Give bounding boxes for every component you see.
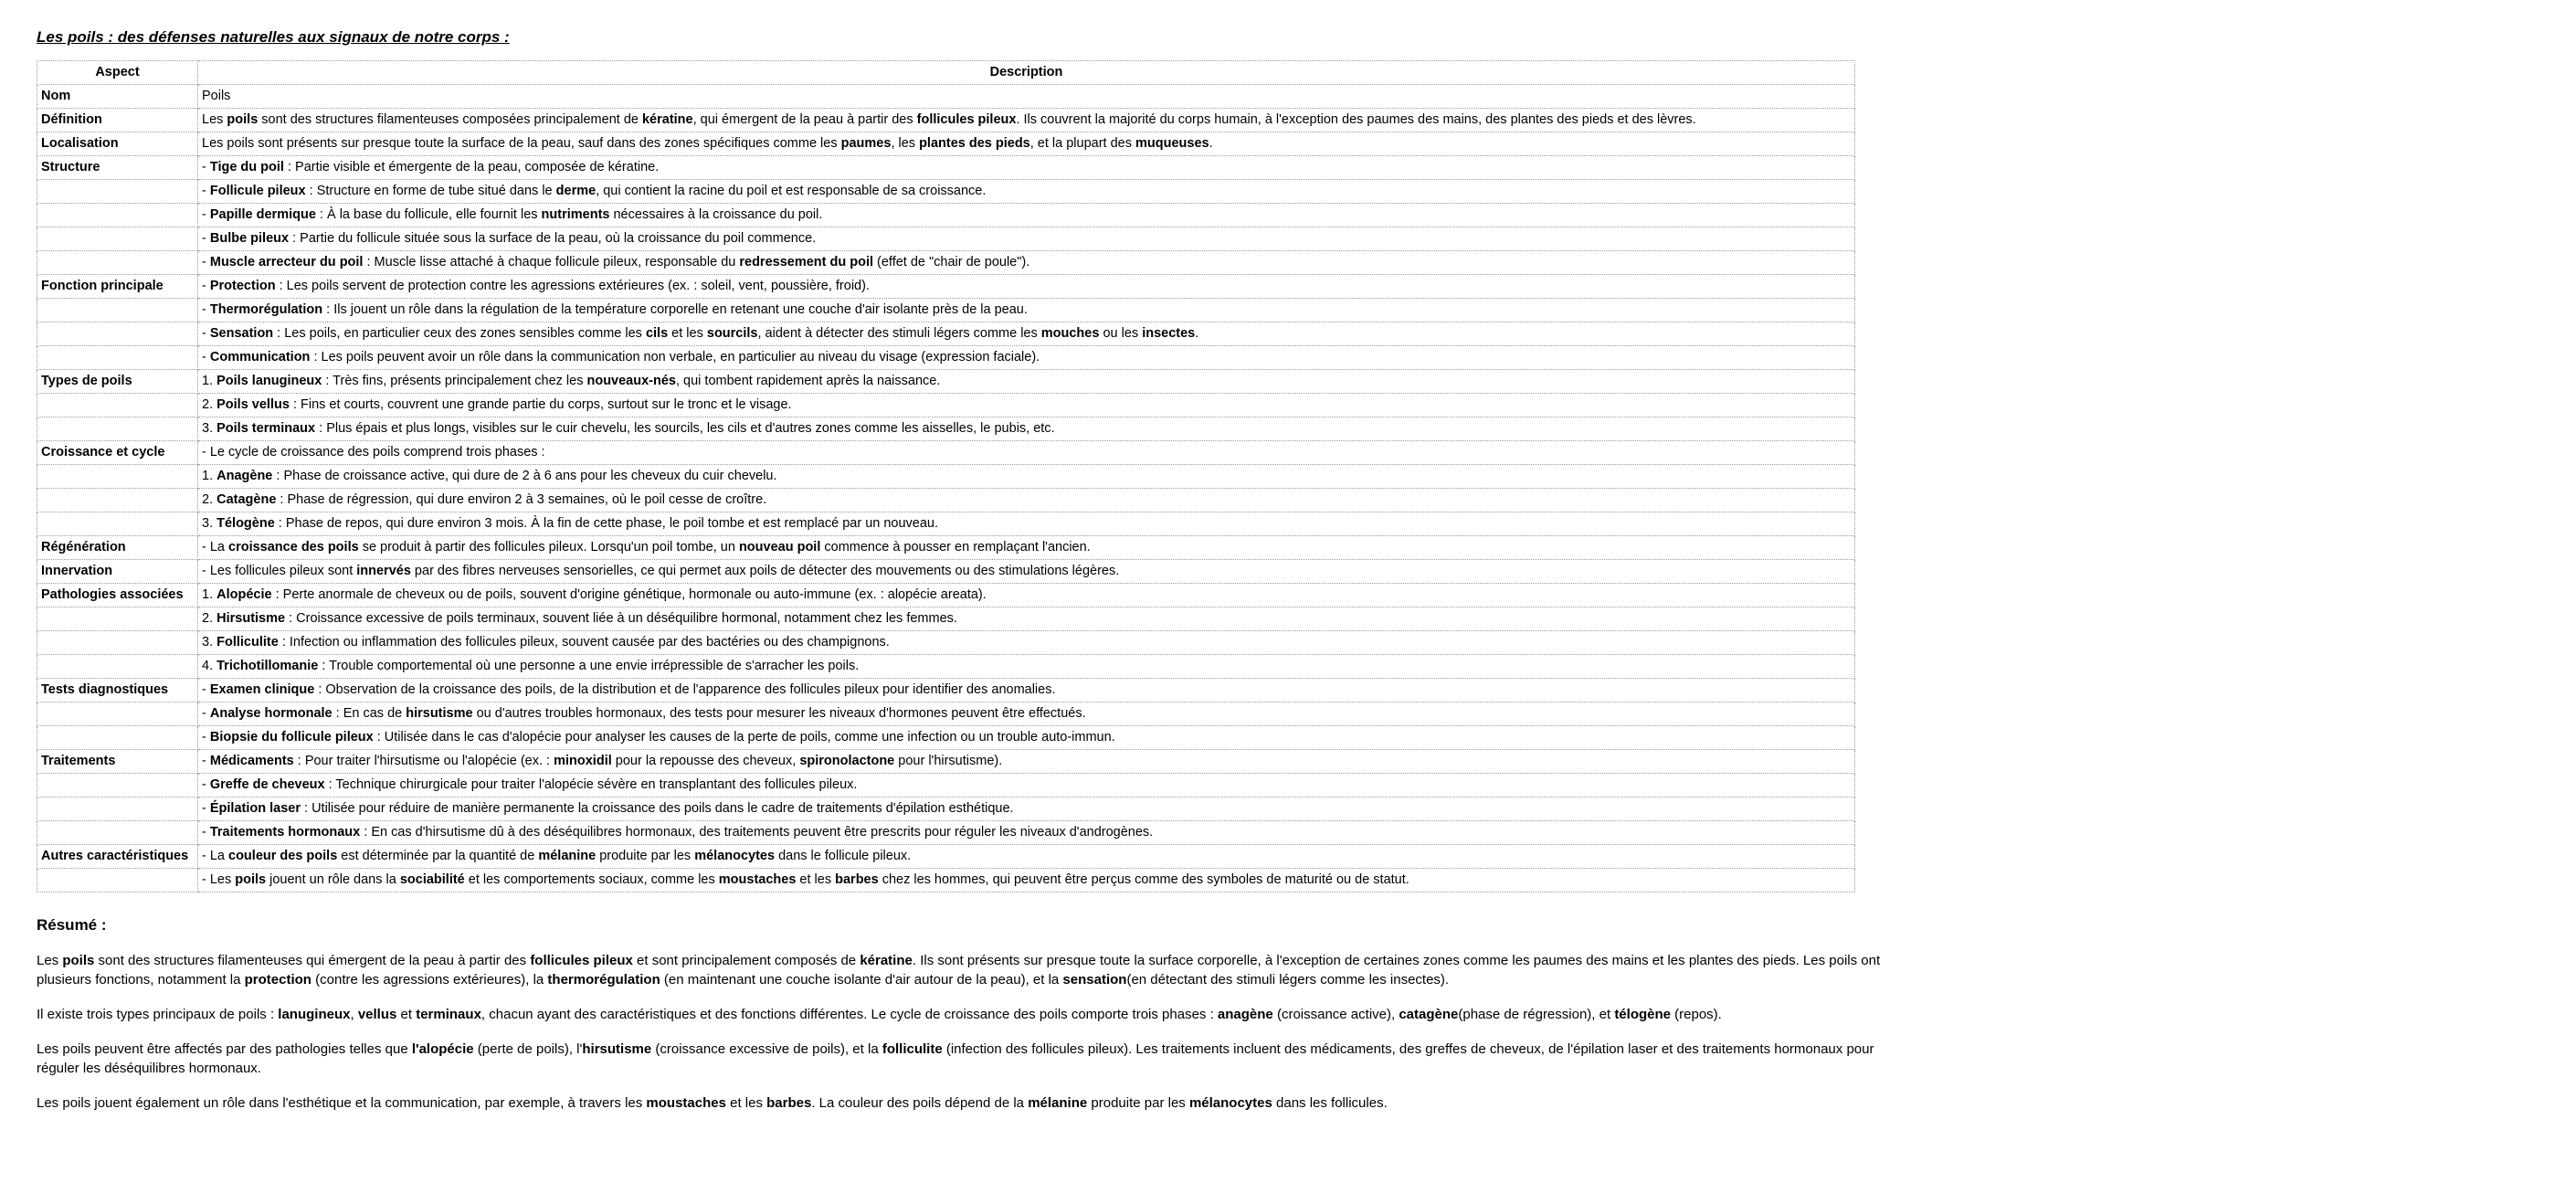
description-cell (198, 180, 1855, 204)
text-run: : Utilisée dans le cas d'alopécie pour analyser les causes de la perte de poils, comme une infection ou un trouble auto-immun. (373, 730, 1115, 745)
text-run: - (202, 326, 210, 341)
bold-term: Poils terminaux (216, 421, 316, 436)
text-run: : Utilisée pour réduire de manière permanente la croissance des poils dans le cadre de traitements d'épilation esthétique. (300, 801, 1014, 816)
text-run: (en détectant des stimuli légers comme les insectes). (1126, 972, 1450, 987)
description-cell (198, 655, 1855, 679)
description-cell (198, 85, 1855, 109)
text-run: - (202, 279, 210, 293)
table-row (37, 132, 1855, 156)
text-run: , (350, 1007, 358, 1022)
aspect-cell: Structure (37, 156, 198, 180)
description-cell (198, 821, 1855, 845)
text-run: 2. (202, 397, 217, 412)
bold-term: Muscle arrecteur du poil (209, 255, 364, 269)
text-run: et (396, 1007, 417, 1022)
aspect-cell (37, 251, 198, 275)
text-run: - Les follicules pileux sont (202, 564, 357, 578)
bold-term: derme (555, 184, 596, 198)
bold-term: Greffe de cheveux (209, 777, 325, 792)
aspect-cell (37, 631, 198, 655)
bold-term: Bulbe pileux (209, 231, 290, 246)
bold-term: nouveau poil (738, 540, 821, 554)
text-run: - (202, 255, 210, 269)
table-row (37, 370, 1855, 394)
text-run: , les (891, 136, 920, 151)
table-row (37, 156, 1855, 180)
bold-term: sourcils (706, 326, 758, 341)
text-run: 1. (202, 587, 217, 602)
aspect-cell (37, 821, 198, 845)
table-row (37, 536, 1855, 560)
description-cell (198, 584, 1855, 607)
text-run: : À la base du follicule, elle fournit les (315, 207, 542, 222)
bold-term: nouveaux-nés (586, 374, 676, 388)
description-cell (198, 512, 1855, 536)
table-row (37, 85, 1855, 109)
summary-paragraph (37, 1040, 1909, 1078)
description-cell (198, 227, 1855, 251)
bold-term: anagène (1217, 1007, 1273, 1022)
aspect-cell: Tests diagnostiques (37, 679, 198, 702)
text-run: 1. (202, 469, 217, 483)
text-run: : Croissance excessive de poils terminaux, souvent liée à un déséquilibre hormonal, notamment chez les femmes. (285, 611, 957, 626)
bold-term: Thermorégulation (209, 302, 323, 317)
aspect-cell: Nom (37, 85, 198, 109)
aspect-cell (37, 465, 198, 489)
text-run: et les (668, 326, 707, 341)
bold-term: mélanine (1028, 1095, 1088, 1111)
text-run: , qui émergent de la peau à partir des (692, 112, 917, 127)
text-run: : Observation de la croissance des poils, de la distribution et de l'apparence des follicules pileux pour identifier des anomalies. (314, 682, 1056, 697)
aspect-cell (37, 394, 198, 417)
text-run: et les (796, 872, 836, 887)
text-run: . La couleur des poils dépend de la (811, 1095, 1029, 1111)
description-cell (198, 489, 1855, 512)
text-run: - (202, 777, 210, 792)
description-cell (198, 441, 1855, 465)
text-run: : Infection ou inflammation des follicules pileux, souvent causée par des bactéries ou des champignons. (278, 635, 890, 650)
bold-term: follicules pileux (530, 953, 633, 968)
bold-term: Traitements hormonaux (209, 825, 361, 840)
summary-section (37, 916, 1918, 1113)
text-run: Les poils jouent également un rôle dans l'esthétique et la communication, par exemple, à travers les (37, 1095, 647, 1111)
text-run: pour l'hirsutisme). (894, 754, 1003, 768)
text-run: . Ils sont présents sur presque toute la surface corporelle, à l'exception de certaines zones comme les paumes des mains et les plantes des pieds. Les poils ont plusieurs fonctions, notamment la (37, 953, 1881, 987)
bold-term: mélanine (538, 849, 596, 863)
text-run: : Les poils, en particulier ceux des zones sensibles comme les (273, 326, 646, 341)
text-run: Les poils sont présents sur presque toute la surface de la peau, sauf dans des zones spécifiques comme les (202, 136, 841, 151)
aspect-cell: Régénération (37, 536, 198, 560)
description-cell (198, 702, 1855, 726)
aspect-cell: Définition (37, 109, 198, 132)
bold-term: Papille dermique (209, 207, 316, 222)
bold-term: Alopécie (216, 587, 272, 602)
description-cell (198, 774, 1855, 797)
text-run: - La (202, 540, 229, 554)
text-run: : Structure en forme de tube situé dans le (305, 184, 556, 198)
text-run: et sont principalement composés de (632, 953, 860, 968)
text-run: commence à pousser en remplaçant l'ancien. (820, 540, 1091, 554)
table-row (37, 726, 1855, 750)
description-cell (198, 394, 1855, 417)
document-page (37, 27, 1918, 1128)
aspect-cell (37, 655, 198, 679)
aspect-cell (37, 726, 198, 750)
table-row (37, 560, 1855, 584)
bold-term: kératine (860, 953, 913, 968)
description-cell (198, 251, 1855, 275)
text-run: , aident à détecter des stimuli légers comme les (757, 326, 1041, 341)
text-run: : Très fins, présents principalement chez les (322, 374, 587, 388)
aspect-cell (37, 346, 198, 370)
description-cell (198, 417, 1855, 441)
text-run: Les (37, 953, 63, 968)
text-run: . (1209, 136, 1213, 151)
table-row (37, 869, 1855, 892)
aspect-cell (37, 512, 198, 536)
text-run: , qui contient la racine du poil et est responsable de sa croissance. (596, 184, 987, 198)
table-row (37, 417, 1855, 441)
table-row (37, 204, 1855, 227)
text-run: nécessaires à la croissance du poil. (609, 207, 823, 222)
text-run: : En cas de (332, 706, 406, 721)
text-run: Il existe trois types principaux de poils : (37, 1007, 279, 1022)
text-run: - (202, 231, 210, 246)
summary-body (37, 951, 1918, 1113)
description-cell (198, 370, 1855, 394)
aspect-cell: Innervation (37, 560, 198, 584)
table-row (37, 607, 1855, 631)
bold-term: poils (62, 953, 95, 968)
table-body (37, 85, 1855, 892)
aspect-cell (37, 322, 198, 346)
text-run: : Plus épais et plus longs, visibles sur le cuir chevelu, les sourcils, les cils et d'autres zones comme les aisselles, le pubis, etc. (315, 421, 1055, 436)
aspect-cell (37, 869, 198, 892)
text-run: jouent un rôle dans la (266, 872, 400, 887)
aspect-cell (37, 227, 198, 251)
bold-term: Folliculite (216, 635, 279, 650)
bold-term: minoxidil (554, 754, 612, 768)
text-run: 1. (202, 374, 217, 388)
bold-term: vellus (357, 1007, 397, 1022)
text-run: 3. (202, 421, 217, 436)
text-run: - (202, 350, 210, 364)
bold-term: nutriments (541, 207, 610, 222)
bold-term: barbes (835, 872, 879, 887)
text-run: - (202, 730, 210, 745)
header-description: Description (198, 61, 1855, 85)
bold-term: muqueuses (1135, 136, 1209, 151)
text-run: : Muscle lisse attaché à chaque follicule pileux, responsable du (363, 255, 740, 269)
aspect-cell (37, 417, 198, 441)
table-row (37, 180, 1855, 204)
text-run: (contre les agressions extérieures), la (311, 972, 548, 987)
text-run: ou les (1099, 326, 1143, 341)
text-run: : Phase de régression, qui dure environ 2 à 3 semaines, où le poil cesse de croître. (276, 492, 767, 507)
description-cell (198, 679, 1855, 702)
bold-term: innervés (356, 564, 411, 578)
table-row (37, 631, 1855, 655)
bold-term: Catagène (216, 492, 277, 507)
table-row (37, 251, 1855, 275)
text-run: produite par les (596, 849, 695, 863)
bold-term: hirsutisme (582, 1041, 652, 1057)
description-cell (198, 631, 1855, 655)
text-run: (en maintenant une couche isolante d'air autour de la peau), et la (660, 972, 1063, 987)
text-run: (croissance active), (1272, 1007, 1399, 1022)
text-run: : Fins et courts, couvrent une grande partie du corps, surtout sur le tronc et le visage. (289, 397, 792, 412)
description-cell (198, 726, 1855, 750)
summary-title: Résumé : (37, 916, 107, 934)
description-cell (198, 299, 1855, 322)
bold-term: thermorégulation (547, 972, 660, 987)
text-run: est déterminée par la quantité de (337, 849, 539, 863)
text-run: - Le cycle de croissance des poils comprend trois phases : (202, 445, 545, 459)
text-run: (croissance excessive de poils), et la (651, 1041, 882, 1057)
table-row (37, 702, 1855, 726)
bold-term: sensation (1062, 972, 1127, 987)
text-run: pour la repousse des cheveux, (611, 754, 800, 768)
text-run: 3. (202, 516, 217, 531)
bold-term: redressement du poil (739, 255, 874, 269)
bold-term: mélanocytes (694, 849, 776, 863)
bold-term: mouches (1040, 326, 1100, 341)
aspect-cell: Traitements (37, 750, 198, 774)
text-run: se produit à partir des follicules pileux. Lorsqu'un poil tombe, un (358, 540, 739, 554)
text-run: : Partie du follicule située sous la surface de la peau, où la croissance du poil commence. (289, 231, 817, 246)
text-run: : Les poils servent de protection contre les agressions extérieures (ex. : soleil, vent, poussière, froid). (275, 279, 870, 293)
text-run: - (202, 302, 210, 317)
bold-term: cils (645, 326, 669, 341)
bold-term: Tige du poil (209, 160, 284, 174)
aspect-cell (37, 204, 198, 227)
table-row (37, 679, 1855, 702)
description-cell (198, 322, 1855, 346)
text-run: : Ils jouent un rôle dans la régulation de la température corporelle en retenant une couche d'air isolante près de la peau. (322, 302, 1028, 317)
text-run: - (202, 160, 210, 174)
text-run: Les poils peuvent être affectés par des pathologies telles que (37, 1041, 412, 1057)
bold-term: Examen clinique (209, 682, 315, 697)
aspect-cell (37, 774, 198, 797)
bold-term: paumes (840, 136, 892, 151)
aspect-cell (37, 299, 198, 322)
text-run: Poils (202, 89, 231, 103)
table-row (37, 346, 1855, 370)
description-cell (198, 869, 1855, 892)
bold-term: moustaches (718, 872, 797, 887)
text-run: sont des structures filamenteuses composées principalement de (258, 112, 642, 127)
table-row (37, 750, 1855, 774)
bold-term: barbes (766, 1095, 812, 1111)
text-run: : Partie visible et émergente de la peau, composée de kératine. (283, 160, 660, 174)
table-row (37, 655, 1855, 679)
aspect-cell (37, 702, 198, 726)
description-cell (198, 560, 1855, 584)
table-header-row (37, 61, 1855, 85)
bold-term: Protection (209, 279, 276, 293)
text-run: (infection des follicules pileux). Les traitements incluent des médicaments, des greffes de cheveux, de l'épilation laser et des traitements hormonaux pour réguler les déséquilibres hormonaux. (37, 1041, 1874, 1076)
aspect-cell: Croissance et cycle (37, 441, 198, 465)
table-row (37, 489, 1855, 512)
bold-term: insectes (1142, 326, 1196, 341)
description-cell (198, 109, 1855, 132)
aspect-cell (37, 180, 198, 204)
info-table (37, 60, 1855, 892)
description-cell (198, 536, 1855, 560)
text-run: : Phase de repos, qui dure environ 3 mois. À la fin de cette phase, le poil tombe et est remplacé par un nouveau. (274, 516, 939, 531)
text-run: - La (202, 849, 229, 863)
bold-term: télogène (1614, 1007, 1671, 1022)
aspect-cell: Autres caractéristiques (37, 845, 198, 869)
bold-term: Analyse hormonale (209, 706, 333, 721)
text-run: - (202, 682, 210, 697)
text-run: : Perte anormale de cheveux ou de poils, souvent d'origine génétique, hormonale ou auto-immune (ex. : alopécie areata). (271, 587, 987, 602)
bold-term: hirsutisme (406, 706, 473, 721)
aspect-cell: Pathologies associées (37, 584, 198, 607)
bold-term: couleur des poils (228, 849, 338, 863)
text-run: (repos). (1671, 1007, 1722, 1022)
bold-term: catagène (1399, 1007, 1459, 1022)
text-run: : Pour traiter l'hirsutisme ou l'alopécie (ex. : (293, 754, 554, 768)
bold-term: Télogène (216, 516, 275, 531)
table-row (37, 394, 1855, 417)
text-run: . Ils couvrent la majorité du corps humain, à l'exception des paumes des mains, des plantes des pieds et des lèvres. (1016, 112, 1696, 127)
table-row (37, 845, 1855, 869)
description-cell (198, 797, 1855, 821)
table-row (37, 109, 1855, 132)
description-cell (198, 845, 1855, 869)
text-run: et les (725, 1095, 767, 1111)
bold-term: Poils lanugineux (216, 374, 322, 388)
bold-term: l'alopécie (411, 1041, 474, 1057)
aspect-cell (37, 489, 198, 512)
description-cell (198, 156, 1855, 180)
bold-term: folliculite (882, 1041, 943, 1057)
bold-term: Communication (209, 350, 311, 364)
text-run: , chacun ayant des caractéristiques et des fonctions différentes. Le cycle de croissance des poils comporte trois phases : (480, 1007, 1218, 1022)
text-run: 4. (202, 659, 217, 673)
description-cell (198, 465, 1855, 489)
table-row (37, 797, 1855, 821)
description-cell (198, 204, 1855, 227)
table-row (37, 441, 1855, 465)
bold-term: poils (227, 112, 259, 127)
text-run: - (202, 825, 210, 840)
table-row (37, 774, 1855, 797)
bold-term: Épilation laser (209, 801, 301, 816)
table-row (37, 465, 1855, 489)
table-row (37, 299, 1855, 322)
description-cell (198, 346, 1855, 370)
table-row (37, 275, 1855, 299)
text-run: (effet de "chair de poule"). (873, 255, 1030, 269)
text-run: - Les (202, 872, 236, 887)
bold-term: croissance des poils (228, 540, 359, 554)
description-cell (198, 607, 1855, 631)
text-run: 2. (202, 492, 217, 507)
bold-term: poils (235, 872, 267, 887)
text-run: , et la plupart des (1029, 136, 1136, 151)
text-run: et les comportements sociaux, comme les (464, 872, 719, 887)
text-run: ou d'autres troubles hormonaux, des tests pour mesurer les niveaux d'hormones peuvent être effectués. (472, 706, 1086, 721)
description-cell (198, 275, 1855, 299)
text-run: : Trouble comportemental où une personne a une envie irrépressible de s'arracher les poils. (318, 659, 860, 673)
aspect-cell: Types de poils (37, 370, 198, 394)
text-run: : En cas d'hirsutisme dû à des déséquilibres hormonaux, des traitements peuvent être prescrits pour réguler les niveaux d'androgènes. (360, 825, 1154, 840)
bold-term: Biopsie du follicule pileux (209, 730, 374, 745)
bold-term: Médicaments (209, 754, 294, 768)
table-row (37, 227, 1855, 251)
bold-term: plantes des pieds (919, 136, 1030, 151)
text-run: - (202, 207, 210, 222)
bold-term: Follicule pileux (209, 184, 306, 198)
text-run: (perte de poils), l' (473, 1041, 583, 1057)
text-run: dans les follicules. (1272, 1095, 1388, 1111)
text-run: produite par les (1087, 1095, 1189, 1111)
text-run: - (202, 754, 210, 768)
aspect-cell: Localisation (37, 132, 198, 156)
text-run: - (202, 706, 210, 721)
bold-term: terminaux (416, 1007, 481, 1022)
text-run: : Phase de croissance active, qui dure de 2 à 6 ans pour les cheveux du cuir chevelu. (272, 469, 777, 483)
bold-term: sociabilité (399, 872, 465, 887)
bold-term: Anagène (216, 469, 273, 483)
text-run: 2. (202, 611, 217, 626)
text-run: Les (202, 112, 227, 127)
text-run: : Technique chirurgicale pour traiter l'alopécie sévère en transplantant des follicules pileux. (324, 777, 858, 792)
aspect-cell: Fonction principale (37, 275, 198, 299)
description-cell (198, 750, 1855, 774)
bold-term: Poils vellus (216, 397, 290, 412)
table-row (37, 322, 1855, 346)
summary-paragraph (37, 1005, 1909, 1024)
text-run: dans le follicule pileux. (775, 849, 912, 863)
bold-term: Hirsutisme (216, 611, 286, 626)
description-cell (198, 132, 1855, 156)
text-run: sont des structures filamenteuses qui émergent de la peau à partir des (94, 953, 531, 968)
text-run: - (202, 801, 210, 816)
bold-term: moustaches (646, 1095, 726, 1111)
text-run: , qui tombent rapidement après la naissance. (675, 374, 941, 388)
table-row (37, 584, 1855, 607)
bold-term: spironolactone (799, 754, 895, 768)
summary-paragraph (37, 951, 1909, 989)
bold-term: kératine (641, 112, 693, 127)
bold-term: follicules pileux (916, 112, 1017, 127)
bold-term: protection (244, 972, 311, 987)
aspect-cell (37, 607, 198, 631)
document-title: Les poils : des défenses naturelles aux signaux de notre corps : (37, 28, 510, 46)
table-row (37, 512, 1855, 536)
text-run: - (202, 184, 210, 198)
bold-term: lanugineux (278, 1007, 351, 1022)
text-run: 3. (202, 635, 217, 650)
text-run: par des fibres nerveuses sensorielles, ce qui permet aux poils de détecter des mouvements ou des stimulations légères. (410, 564, 1120, 578)
text-run: (phase de régression), et (1458, 1007, 1615, 1022)
text-run: : Les poils peuvent avoir un rôle dans la communication non verbale, en particulier au niveau du visage (expression faciale). (310, 350, 1040, 364)
table-row (37, 821, 1855, 845)
bold-term: mélanocytes (1188, 1095, 1272, 1111)
bold-term: Sensation (209, 326, 274, 341)
text-run: . (1195, 326, 1199, 341)
header-aspect: Aspect (37, 61, 198, 85)
bold-term: Trichotillomanie (216, 659, 319, 673)
aspect-cell (37, 797, 198, 821)
text-run: chez les hommes, qui peuvent être perçus comme des symboles de maturité ou de statut. (878, 872, 1409, 887)
summary-paragraph (37, 1093, 1909, 1113)
